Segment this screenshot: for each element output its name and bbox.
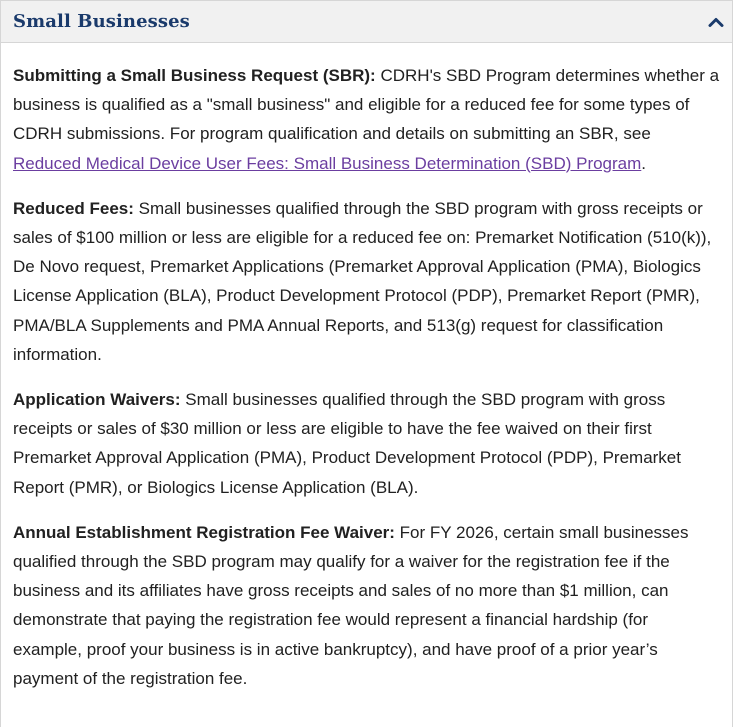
application-waivers-heading: Application Waivers:	[13, 390, 181, 410]
application-waivers-paragraph	[13, 385, 720, 502]
chevron-up-icon[interactable]	[704, 10, 728, 34]
reduced-fees-heading: Reduced Fees:	[13, 198, 134, 218]
annual-registration-text: For FY 2026, certain small businesses qualified through the SBD program may qualify for a waiver for the registration fee if the business and its affiliates have gross receipts and sales of no more than $1 million, can demonstrate that paying the registration fee would represent a financial hardship (for example, proof your business is in active bankruptcy), and have proof of a prior year’s payment of the registration fee.	[13, 522, 689, 688]
annual-registration-paragraph	[13, 518, 720, 693]
accordion-body	[1, 43, 732, 693]
sbr-text: CDRH's SBD Program determines whether a business is qualified as a "small business" and eligible for a reduced fee for some types of CDRH submissions. For program qualification and details on submitting an SBR, see	[13, 66, 720, 144]
accordion-header[interactable]	[1, 1, 732, 43]
accordion-title: Small Businesses	[13, 11, 190, 32]
reduced-fees-text: Small businesses qualified through the SBD program with gross receipts or sales of $100 million or less are eligible for a reduced fee on: Premarket Notification (510(k)), De Novo request, Premarket Applications (Premarket Approval Application (PMA), Biologics License Application (BLA), Product Development Protocol (PDP), Premarket Report (PMR), PMA/BLA Supplements and PMA Annual Reports, and 513(g) request for classification information.	[13, 198, 712, 364]
application-waivers-text: Small businesses qualified through the SBD program with gross receipts or sales of $30 million or less are eligible to have the fee waived on their first Premarket Approval Application (PMA), Product Development Protocol (PDP), Premarket Report (PMR), or Biologics License Application (BLA).	[13, 390, 681, 497]
annual-registration-heading: Annual Establishment Registration Fee Waiver:	[13, 522, 395, 542]
sbr-after-link: .	[641, 153, 647, 173]
reduced-fees-paragraph	[13, 194, 720, 369]
sbr-heading: Submitting a Small Business Request (SBR):	[13, 66, 376, 85]
sbd-program-link[interactable]: Reduced Medical Device User Fees: Small Business Determination (SBD) Program	[13, 153, 642, 173]
sbr-paragraph	[13, 61, 720, 178]
